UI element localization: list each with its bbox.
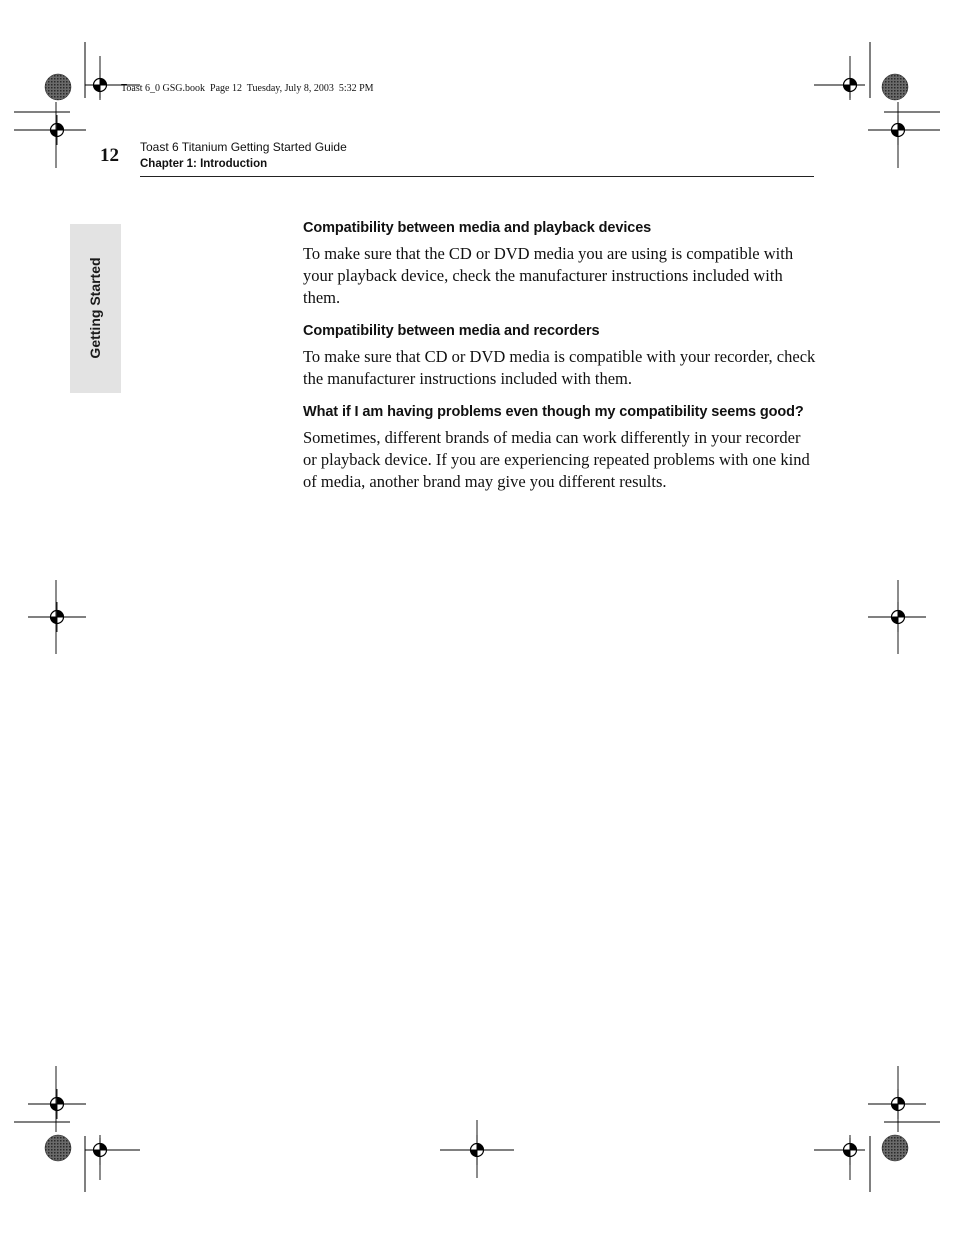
running-header-chapter: Chapter 1: Introduction	[140, 158, 268, 170]
print-slug: Toast 6_0 GSG.book Page 12 Tuesday, July 8, 2003 5:32 PM	[121, 83, 374, 94]
header-rule	[140, 176, 814, 177]
section-body: To make sure that the CD or DVD media you are using is compatible with your playback device, check the manufacturer instructions included with them.	[303, 244, 794, 307]
running-header-title: Toast 6 Titanium Getting Started Guide	[140, 140, 347, 154]
section-playback-compatibility	[303, 218, 818, 309]
section-body: To make sure that CD or DVD media is compatible with your recorder, check the manufacturer instructions included with them.	[303, 347, 816, 388]
section-heading: Compatibility between media and playback devices	[303, 220, 652, 236]
section-heading: Compatibility between media and recorders	[303, 323, 600, 339]
main-content	[303, 218, 818, 505]
crop-marks	[14, 42, 940, 1192]
page-number: 12	[100, 145, 119, 166]
section-recorder-compatibility	[303, 321, 818, 390]
section-troubleshooting	[303, 402, 818, 493]
section-body: Sometimes, different brands of media can work differently in your recorder or playback device. If you are experiencing repeated problems with one kind of media, another brand may give you different results.	[303, 428, 810, 491]
section-heading: What if I am having problems even though my compatibility seems good?	[303, 404, 804, 420]
side-tab	[70, 224, 121, 393]
side-tab-label: Getting Started	[87, 257, 103, 359]
